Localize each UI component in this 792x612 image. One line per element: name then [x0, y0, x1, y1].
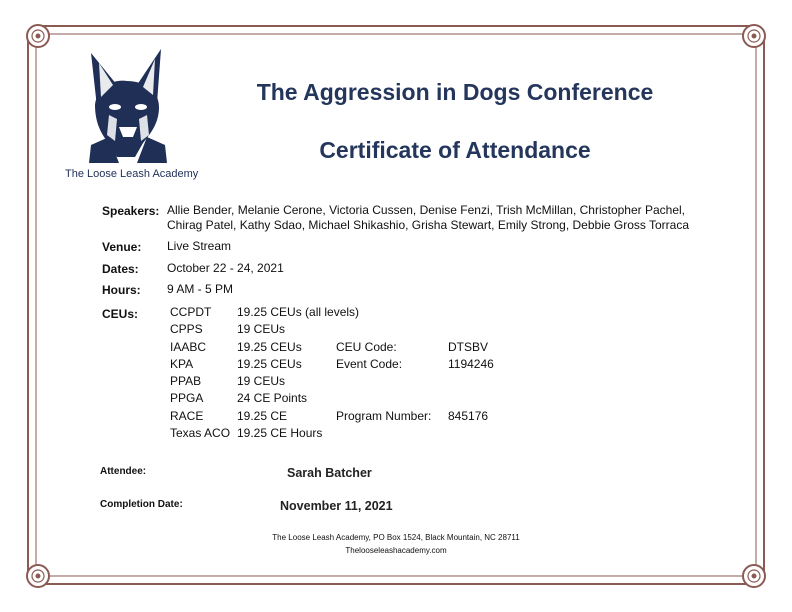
hours-label: Hours: [102, 283, 141, 297]
attendee-name: Sarah Batcher [287, 466, 372, 480]
ceu-org: CPPS [170, 322, 203, 337]
ceu-code-label: CEU Code: [336, 339, 397, 354]
ceu-code-value: DTSBV [448, 339, 489, 354]
ceu-org: RACE [170, 408, 204, 423]
academy-logo [60, 45, 200, 165]
ceu-org: PPGA [170, 391, 204, 406]
ceu-org: CCPDT [170, 305, 212, 319]
dates-value: October 22 - 24, 2021 [167, 261, 284, 275]
ceu-amount: 19.25 CE [237, 408, 288, 423]
ceu-org: IAABC [170, 339, 207, 354]
ceu-org: PPAB [170, 374, 202, 389]
completion-date-label: Completion Date: [100, 499, 183, 510]
venue-label: Venue: [102, 240, 142, 254]
footer-address: The Loose Leash Academy, PO Box 1524, Black Mountain, NC 28711 [272, 533, 520, 542]
attendee-label: Attendee: [100, 466, 147, 477]
footer-website: Thelooseleashacademy.com [345, 546, 447, 555]
certificate-title: Certificate of Attendance [319, 137, 591, 163]
ceu-amount: 19.25 CEUs [237, 356, 302, 371]
ceu-code-label: Event Code: [336, 356, 403, 371]
speakers-line: Allie Bender, Melanie Cerone, Victoria Cussen, Denise Fenzi, Trish McMillan, Christopher Pachel, [167, 203, 686, 217]
venue-value: Live Stream [167, 239, 232, 253]
completion-date: November 11, 2021 [280, 499, 393, 513]
speakers-value [167, 203, 689, 233]
dates-label: Dates: [102, 262, 139, 276]
ceu-amount: 19 CEUs [237, 374, 286, 389]
conference-title: The Aggression in Dogs Conference [256, 79, 654, 105]
ceu-amount: 24 CE Points [237, 391, 308, 406]
ceu-amount: 19.25 CEUs (all levels) [237, 305, 360, 319]
ceu-amount: 19 CEUs [237, 322, 286, 337]
ceu-code-value: 1194246 [448, 356, 494, 371]
ceu-org: KPA [170, 356, 194, 371]
ceu-code-value: 845176 [448, 408, 489, 423]
speakers-line: Chirag Patel, Kathy Sdao, Michael Shikashio, Grisha Stewart, Emily Strong, Debbie Gross Torraca [167, 218, 690, 232]
ceu-org: Texas ACO [170, 426, 231, 441]
ceu-amount: 19.25 CEUs [237, 339, 302, 354]
speakers-label: Speakers: [102, 204, 160, 218]
ceu-code-label: Program Number: [336, 408, 432, 423]
logo-caption: The Loose Leash Academy [65, 168, 199, 180]
ceus-label: CEUs: [102, 307, 139, 321]
ceu-amount: 19.25 CE Hours [237, 426, 323, 441]
hours-value: 9 AM - 5 PM [167, 282, 234, 296]
dog-head-logo-icon [87, 45, 169, 165]
